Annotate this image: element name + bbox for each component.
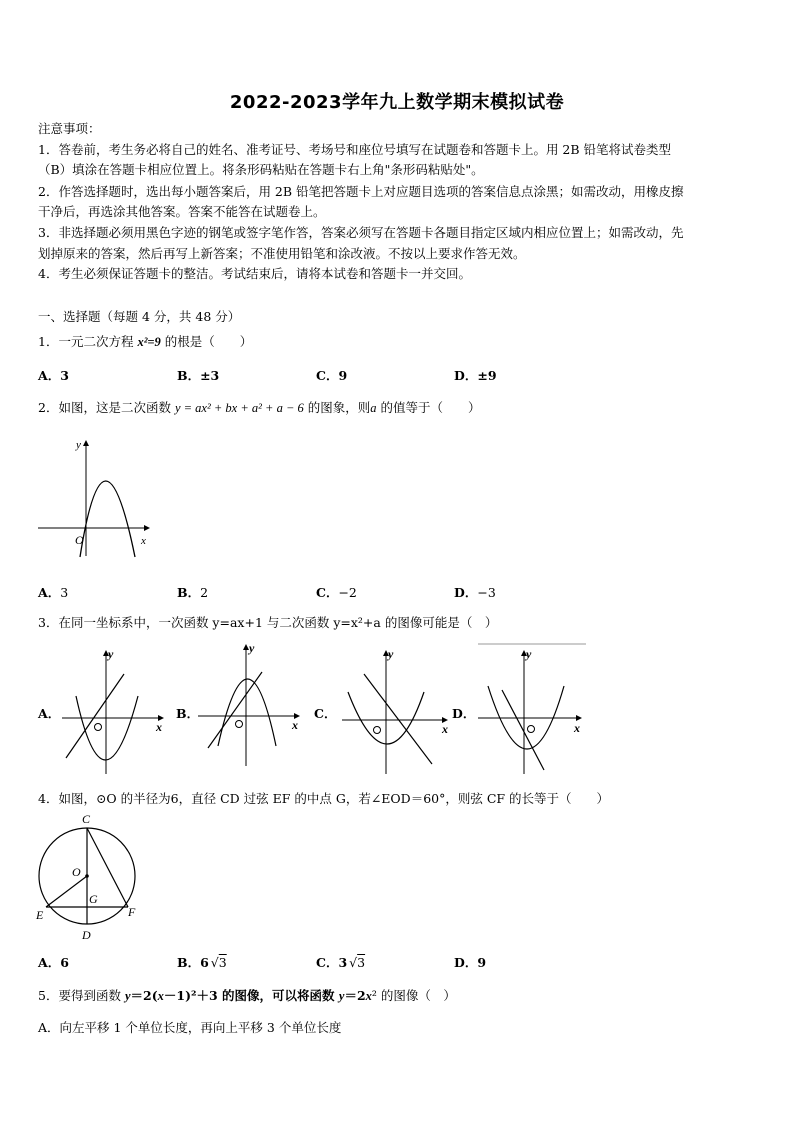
svg-text:y: y (249, 641, 255, 655)
q1-option-b: B．±3 (177, 368, 220, 383)
q5-stem: 5．要得到函数 y＝2(x－1)²＋3 的图像，可以将函数 y＝2x² 的图像（ ） (38, 988, 456, 1003)
svg-text:y: y (526, 647, 532, 661)
q2-origin-label: O (75, 533, 84, 547)
q1-option-a: A．3 (38, 368, 69, 383)
section-heading: 一、选择题（每题 4 分，共 48 分） (38, 309, 241, 324)
q1-stem-b: 的根是（ ） (160, 334, 253, 349)
q3-graph-a-label: A． (38, 706, 61, 721)
q2-stem-c: 的值等于（ ） (376, 400, 481, 415)
q3-graph-d (476, 642, 594, 776)
q1-stem-a: 1．一元二次方程 (38, 334, 138, 349)
q3-graph-c-label: C． (314, 706, 337, 721)
svg-text:D: D (82, 928, 91, 942)
q2-parabola (80, 481, 135, 557)
q3-graph-b (196, 638, 306, 768)
q4-option-d: D．9 (454, 955, 487, 970)
q1-stem (38, 334, 252, 350)
q2-stem-var: a (370, 401, 377, 415)
q2-option-c: C．−2 (316, 585, 357, 600)
notice-line-3b: 划掉原来的答案，然后再写上新答案；不准使用铅笔和涂改液。不按以上要求作答无效。 (38, 246, 526, 261)
svg-text:G: G (89, 892, 98, 906)
q2-stem-math: y = ax² + bx + a² + a − 6 (174, 401, 304, 415)
notice-line-1b: （B）填涂在答题卡相应位置上。将条形码粘贴在答题卡右上角"条形码粘贴处"。 (38, 162, 484, 177)
notice-line-1: 1．答卷前，考生务必将自己的姓名、准考证号、考场号和座位号填写在试题卷和答题卡上。用 2B 铅笔将试卷类型 (38, 142, 672, 157)
svg-text:O: O (72, 865, 81, 879)
q5-option-a: A．向左平移 1 个单位长度，再向上平移 3 个单位长度 (38, 1020, 342, 1035)
q4-option-b: B．6 √3 (177, 955, 227, 970)
notice-line-3: 3．非选择题必须用黑色字迹的钢笔或签字笔作答，答案必须写在答题卡各题目指定区域内相应位置上；如需改动，先 (38, 225, 684, 240)
q2-x-label: x (141, 535, 146, 547)
q1-stem-math: x²=9 (137, 335, 161, 349)
notice-line-2: 2．作答选择题时，选出每小题答案后，用 2B 铅笔把答题卡上对应题目选项的答案信息点涂黑；如需改动，用橡皮擦 (38, 184, 684, 199)
notice-line-4: 4．考生必须保证答题卡的整洁。考试结束后，请将本试卷和答题卡一并交回。 (38, 266, 471, 281)
q3-graph-d-label: D． (452, 706, 476, 721)
q3-graph-c (340, 646, 460, 776)
svg-text:x: x (292, 718, 298, 732)
q1-option-d: D．±9 (454, 368, 497, 383)
q4-option-a: A．6 (38, 955, 69, 970)
q2-x-arrow (144, 525, 150, 531)
q2-y-label: y (76, 439, 81, 451)
notice-line-2b: 干净后，再选涂其他答案。答案不能答在试题卷上。 (38, 204, 326, 219)
q4-option-c: C．3 √3 (316, 955, 366, 970)
q4-stem: 4．如图，⊙O 的半径为6，直径 CD 过弦 EF 的中点 G，若∠EOD＝60°，则弦 CF 的长等于（ ） (38, 791, 610, 806)
q2-option-d: D．−3 (454, 585, 496, 600)
q1-option-c: C．9 (316, 368, 348, 383)
q3-graph-a (60, 646, 170, 776)
q2-parabola-figure (36, 434, 156, 558)
q4-segment-oe (46, 876, 87, 907)
q2-stem-a: 2．如图，这是二次函数 (38, 400, 175, 415)
page-title: 2022-2023学年九上数学期末模拟试卷 (229, 92, 565, 113)
svg-text:x: x (442, 722, 448, 736)
q2-option-b: B．2 (177, 585, 209, 600)
notice-heading: 注意事项： (38, 121, 101, 136)
q2-option-a: A．3 (38, 585, 69, 600)
q3-stem: 3．在同一坐标系中，一次函数 y=ax+1 与二次函数 y=x²+a 的图像可能是（ ） (38, 615, 498, 630)
q2-stem-b: 的图象，则 (303, 400, 371, 415)
q4-circle-figure (34, 810, 142, 942)
q3-graph-b-label: B． (176, 706, 200, 721)
svg-text:y: y (388, 647, 394, 661)
svg-text:x: x (156, 720, 162, 734)
q2-stem (38, 400, 480, 416)
svg-text:F: F (128, 905, 136, 919)
svg-text:x: x (574, 721, 580, 735)
svg-text:C: C (82, 812, 91, 826)
svg-text:y: y (108, 647, 114, 661)
q2-y-arrow (83, 440, 89, 446)
svg-text:E: E (36, 908, 44, 922)
